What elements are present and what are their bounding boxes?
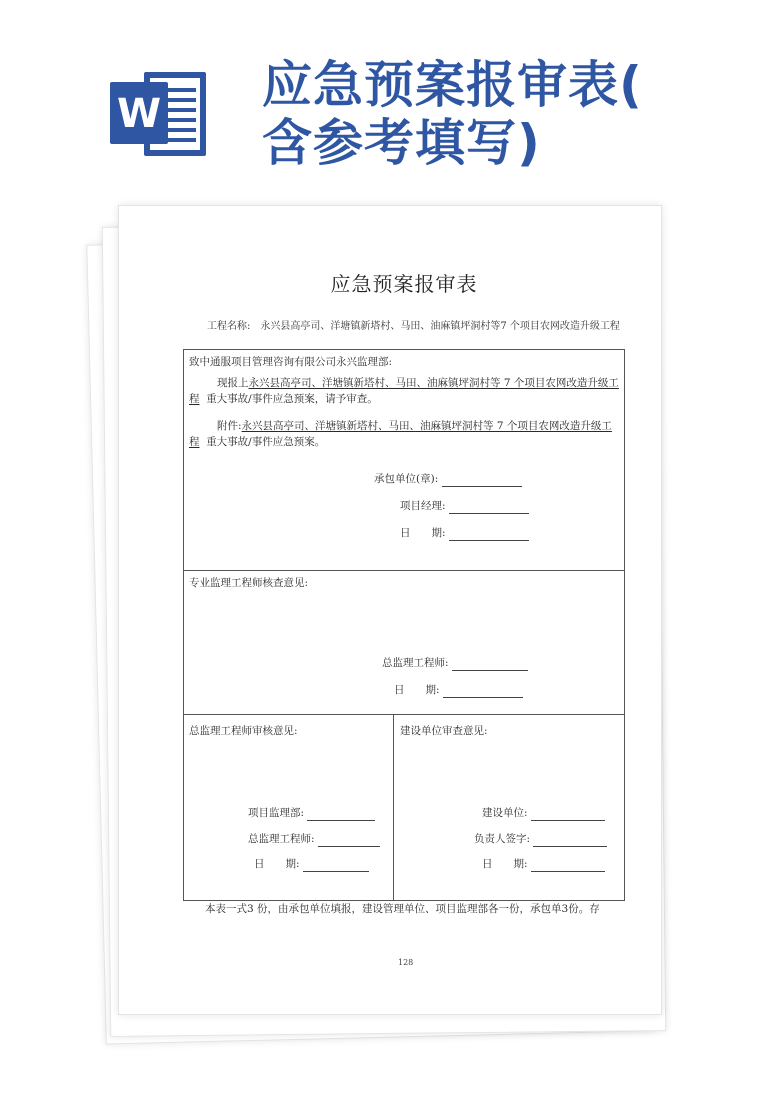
attachment-paragraph: 附件:永兴县高亭司、洋塘镇新塔村、马田、油麻镇坪洞村等 7 个项目农网改造升级工程 重大事故/事件应急预案。 bbox=[189, 420, 612, 448]
addressee: 致中通服项目管理咨询有限公司永兴监理部: bbox=[189, 356, 393, 368]
chief-review-heading: 总监理工程师审核意见: bbox=[189, 725, 298, 737]
section3-chief-row: 总监理工程师: bbox=[248, 832, 380, 847]
project-manager-row: 项目经理: bbox=[400, 499, 529, 514]
section1-date-row: 日 期: bbox=[400, 526, 529, 541]
project-name-label: 工程名称: bbox=[207, 321, 251, 332]
section2-date-field[interactable] bbox=[443, 687, 523, 698]
owner-unit-row: 建设单位: bbox=[482, 806, 605, 821]
contractor-row: 承包单位(章): bbox=[374, 472, 522, 487]
attachment-project-name: 永兴县高亭司、洋塘镇新塔村、马田、油麻镇坪洞村等 7 个项目农网改造升级工程 bbox=[189, 420, 612, 448]
row-divider bbox=[184, 714, 624, 715]
section3-chief-signature-field[interactable] bbox=[318, 836, 380, 847]
section2-chief-row: 总监理工程师: bbox=[382, 656, 528, 671]
banner-title bbox=[262, 56, 762, 172]
specialist-review-heading: 专业监理工程师核查意见: bbox=[189, 577, 309, 589]
form-footnote: 本表一式3 份，由承包单位填报，建设管理单位、项目监理部各一份，承包单3份。存 bbox=[205, 903, 600, 915]
banner-title-line1: 应急预案报审表( bbox=[262, 56, 643, 114]
owner-review-heading: 建设单位审查意见: bbox=[400, 725, 488, 737]
svg-text:W: W bbox=[116, 91, 162, 137]
owner-signer-field[interactable] bbox=[533, 836, 607, 847]
owner-signer-row: 负责人签字: bbox=[474, 832, 607, 847]
project-manager-signature-field[interactable] bbox=[449, 503, 529, 514]
section2-date-row: 日 期: bbox=[394, 683, 523, 698]
row-divider bbox=[184, 570, 624, 571]
section2-chief-signature-field[interactable] bbox=[452, 660, 528, 671]
supervision-dept-field[interactable] bbox=[307, 810, 375, 821]
page-number: 128 bbox=[398, 958, 414, 967]
banner-title-line2: 含参考填写) bbox=[262, 114, 541, 172]
document-title: 应急预案报审表 bbox=[330, 272, 478, 296]
section3-right-date-row: 日 期: bbox=[482, 857, 605, 872]
owner-unit-field[interactable] bbox=[531, 810, 605, 821]
section1-date-field[interactable] bbox=[449, 530, 529, 541]
section3-left-date-field[interactable] bbox=[303, 861, 369, 872]
submission-project-name: 永兴县高亭司、洋塘镇新塔村、马田、油麻镇坪洞村等 7 个项目农网改造升级工程 bbox=[189, 377, 619, 405]
section3-left-date-row: 日 期: bbox=[254, 857, 369, 872]
project-name-value: 永兴县高亭司、洋塘镇新塔村、马田、油麻镇坪洞村等7 个项目农网改造升级工程 bbox=[260, 321, 620, 332]
approval-form-table bbox=[183, 349, 625, 901]
project-name-line bbox=[207, 320, 627, 334]
section3-right-date-field[interactable] bbox=[531, 861, 605, 872]
supervision-dept-row: 项目监理部: bbox=[248, 806, 375, 821]
column-divider bbox=[393, 714, 394, 901]
contractor-signature-field[interactable] bbox=[442, 476, 522, 487]
submission-paragraph: 现报上永兴县高亭司、洋塘镇新塔村、马田、油麻镇坪洞村等 7 个项目农网改造升级工程 重大事故/事件应急预案，请予审查。 bbox=[189, 377, 619, 405]
word-logo-icon bbox=[110, 68, 208, 160]
